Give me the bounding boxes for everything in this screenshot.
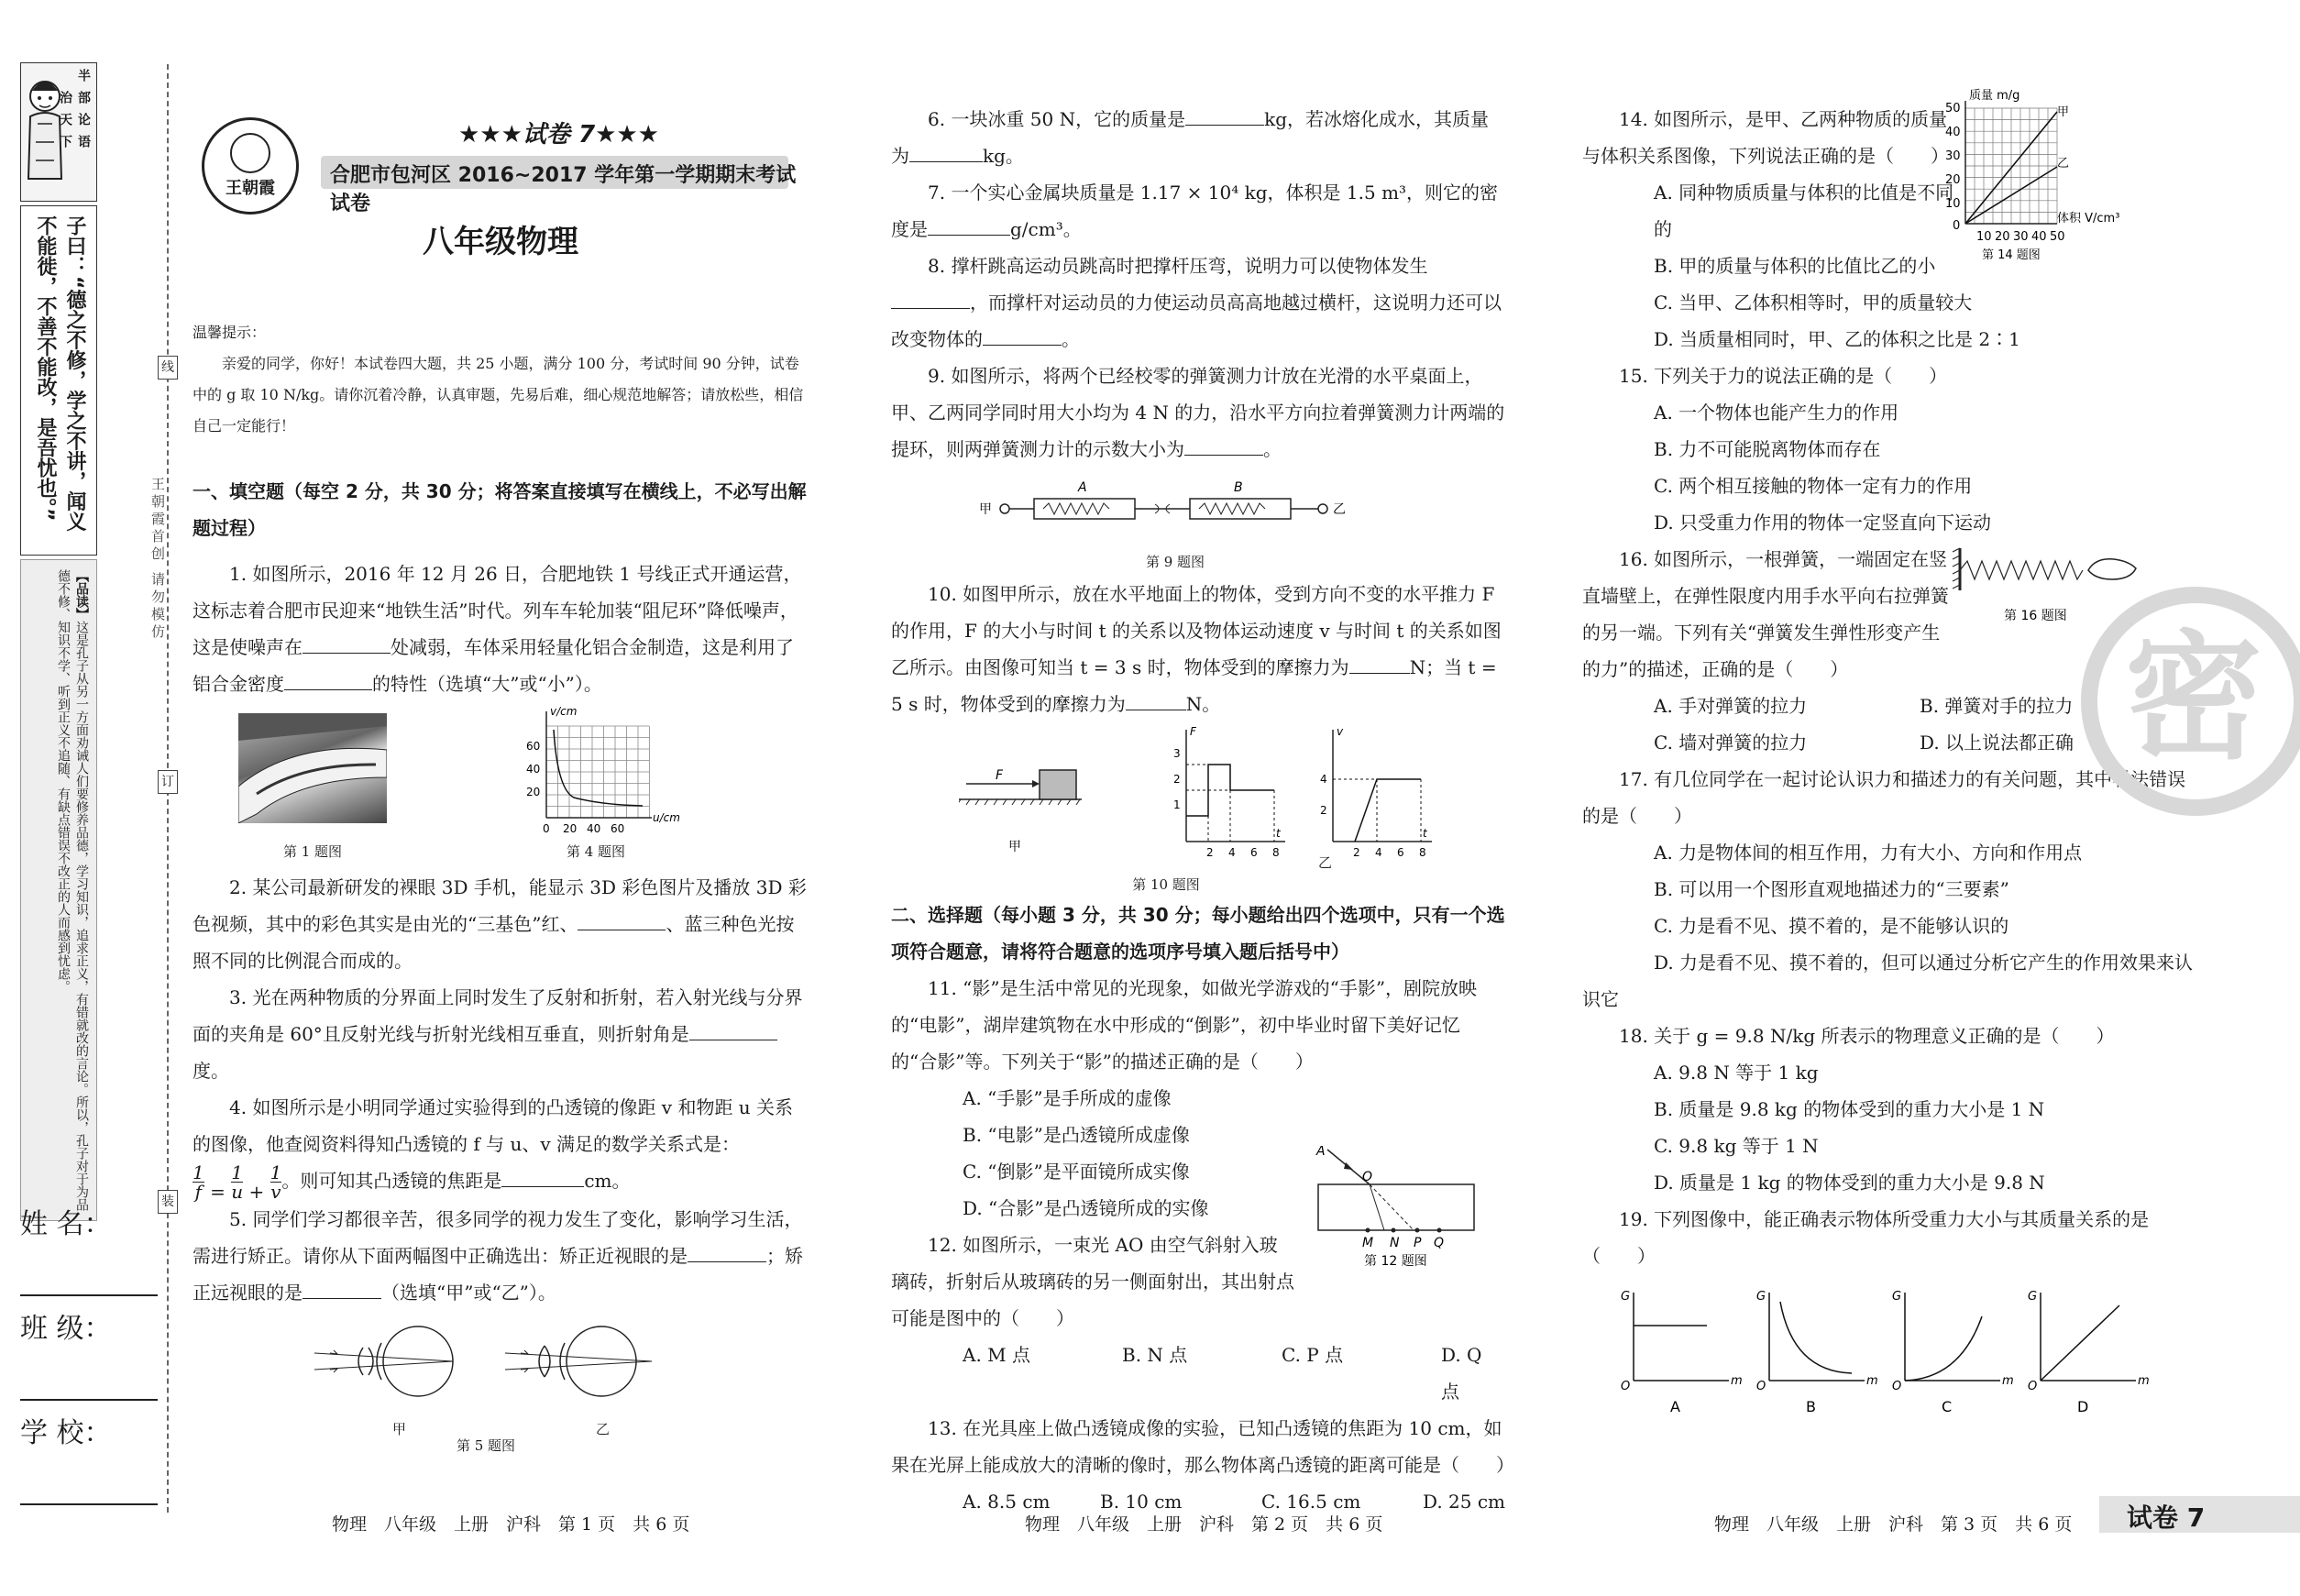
fig10-v-axis: v	[1337, 725, 1344, 738]
fig9-label-yi: 乙	[1333, 502, 1346, 517]
q9-blank[interactable]	[1184, 433, 1263, 456]
q18-option-d[interactable]: D. 质量是 1 kg 的物体受到的重力大小是 9.8 N	[1654, 1172, 2045, 1194]
q18-option-c[interactable]: C. 9.8 kg 等于 1 N	[1654, 1135, 1819, 1157]
column-2	[891, 101, 1514, 1520]
tips-text: 亲爱的同学，你好！本试卷四大题，共 25 小题，满分 100 分，考试时间 90 分钟，试卷中的 g 取 10 N/kg。请你沉着冷静，认真审题，先易后难，细心规范地解答；请放松些，相信自己一定能行！	[193, 355, 804, 435]
q12-option-d[interactable]: D. Q 点	[1441, 1344, 1482, 1403]
graph-curve	[1905, 1316, 1982, 1381]
fig10-label-jia: 甲	[1008, 840, 1021, 854]
eye-diagram-yi	[501, 1320, 656, 1403]
q4-blank[interactable]	[501, 1164, 584, 1187]
banner-text-1: 半部论语	[76, 69, 91, 157]
fig10-f-xtick: 6	[1250, 846, 1258, 859]
q17-option-d[interactable]: D. 力是看不见、摸不着的，但可以通过分析它产生的作用效果来认识它	[1582, 952, 2194, 1010]
fig9-label-a: A	[1078, 480, 1087, 495]
q12-options	[891, 1337, 1505, 1410]
graph-option-label[interactable]: A	[1670, 1398, 1680, 1415]
section-2-heading: 二、选择题（每小题 3 分，共 30 分；每小题给出四个选项中，只有一个选项符合题意，请将符合题意的选项序号填入题后括号中）	[891, 904, 1505, 963]
g-m-graph	[1756, 1290, 1878, 1415]
q8-blank-1[interactable]	[891, 286, 970, 309]
q15-option-d[interactable]: D. 只受重力作用的物体一定竖直向下运动	[1654, 512, 1992, 534]
graph-m-label: m	[1731, 1374, 1743, 1388]
q10-blank-2[interactable]	[1126, 688, 1186, 710]
exam-header	[193, 92, 809, 312]
q13-option-c[interactable]: C. 16.5 cm	[1261, 1491, 1361, 1513]
spring-scales-diagram	[979, 477, 1364, 532]
subject-title: 八年级物理	[423, 224, 578, 260]
graph-g-label: G	[1892, 1290, 1902, 1304]
fig5-caption: 第 5 题图	[456, 1437, 516, 1454]
fig12-label-o: O	[1362, 1170, 1373, 1184]
q16-option-c[interactable]: C. 墙对弹簧的拉力	[1654, 732, 1808, 754]
q16-option-a[interactable]: A. 手对弹簧的拉力	[1654, 695, 1808, 717]
lens-formula: $\frac{1}{f}$ = $\frac{1}{u}$ + $\frac{1}{v}$	[193, 1161, 282, 1203]
fig14-ytick: 20	[1945, 173, 1961, 187]
g-m-graph	[2028, 1290, 2150, 1415]
fig14-ylabel: 质量 m/g	[1969, 89, 2020, 103]
fig14-ytick: 50	[1945, 102, 1961, 116]
fig14-xtick: 50	[2050, 230, 2065, 244]
fig14-xtick: 10	[1976, 230, 1992, 244]
fig10-caption: 第 10 题图	[1132, 876, 1200, 893]
graph-m-label: m	[1866, 1374, 1878, 1388]
q5-blank-1[interactable]	[688, 1239, 766, 1262]
fig10-v-ytick: 4	[1320, 773, 1327, 786]
question-8: 8. 撑杆跳高运动员跳高时把撑杆压弯，说明力可以使物体发生，而撑杆对运动员的力使运动员高高地越过横杆，这说明力还可以改变物体的 。	[891, 255, 1502, 350]
fig14-ytick: 0	[1953, 219, 1961, 233]
graph-origin-label: O	[1892, 1380, 1902, 1393]
question-9: 9. 如图所示，将两个已经校零的弹簧测力计放在光滑的水平桌面上，甲、乙两同学同时用大小均为 4 N 的力，沿水平方向拉着弹簧测力计两端的提环，则两弹簧测力计的示数大小为 。	[891, 365, 1505, 460]
fig10-f-ytick: 2	[1173, 773, 1181, 786]
fig4-grid	[546, 726, 650, 818]
footer-page-2: 物理 八年级 上册 沪科 第 2 页 共 6 页	[1025, 1514, 1383, 1535]
question-12: 12. 如图所示，一束光 AO 由空气斜射入玻璃砖，折射后从玻璃砖的另一侧面射出，其出射点可能是图中的（ ）	[891, 1234, 1294, 1329]
section-1-heading: 一、填空题（每空 2 分，共 30 分；将答案直接填写在横线上，不必写出解题过程）	[193, 480, 807, 539]
fig5-label-yi: 乙	[596, 1421, 611, 1437]
fig4-xtick: 20	[563, 822, 578, 835]
q15-option-b[interactable]: B. 力不可能脱离物体而存在	[1654, 438, 1881, 460]
q14-option-c[interactable]: C. 当甲、乙体积相等时，甲的质量较大	[1654, 292, 1973, 314]
confidential-stamp	[2081, 587, 2300, 816]
fig4-xtick: 40	[587, 822, 601, 835]
fig5-label-jia: 甲	[392, 1421, 407, 1437]
fig12-label-p: P	[1414, 1236, 1422, 1250]
q12-option-a[interactable]: A. M 点	[963, 1344, 1030, 1366]
fig14-ytick: 40	[1945, 126, 1961, 139]
commentary-box	[20, 559, 97, 1221]
fig14-xtick: 20	[1995, 230, 2010, 244]
v-chart-line	[1333, 779, 1421, 842]
question-7: 7. 一个实心金属块质量是 1.17 × 10⁴ kg，体积是 1.5 m³，则它的密度是 g/cm³。	[891, 182, 1499, 240]
g-m-graph	[1621, 1290, 1743, 1415]
q13-option-d[interactable]: D. 25 cm	[1423, 1491, 1506, 1513]
fig10-force-label: F	[996, 768, 1004, 783]
fig14-ytick: 30	[1945, 149, 1961, 163]
fig10-f-xtick: 2	[1206, 846, 1214, 859]
fig5	[193, 1316, 809, 1454]
fig10-f-xtick: 4	[1228, 846, 1236, 859]
q18-option-a[interactable]: A. 9.8 N 等于 1 kg	[1654, 1062, 1819, 1084]
school-label: 学 校：	[20, 1417, 112, 1449]
eye-diagram-jia	[310, 1320, 466, 1403]
q11-option-d[interactable]: D. “合影”是凸透镜所成的实像	[963, 1197, 1209, 1219]
velocity-time-chart	[1313, 722, 1450, 869]
fig4-ytick: 60	[526, 740, 541, 753]
fig12-caption: 第 12 题图	[1364, 1254, 1427, 1269]
fig10	[891, 722, 1505, 893]
student-info	[20, 1192, 158, 1505]
fig10-v-xtick: 6	[1397, 846, 1404, 859]
banner-text-2: 治天下	[58, 91, 72, 157]
metro-train-photo	[238, 713, 387, 823]
q11-option-a[interactable]: A. “手影”是手所成的虚像	[963, 1087, 1172, 1109]
fig9-caption: 第 9 题图	[1145, 554, 1205, 570]
q5-blank-2[interactable]	[303, 1276, 381, 1299]
q16-option-b[interactable]: B. 弹簧对手的拉力	[1920, 695, 2074, 717]
fig10-f-axis: F	[1190, 725, 1196, 738]
confucius-quote: 子曰：“德之不修，学之不讲，闻义不能徙，不善不能改，是吾忧也。”	[34, 215, 86, 532]
class-field[interactable]	[20, 1346, 158, 1401]
seal-char-3: 装	[158, 1190, 178, 1214]
fig10-f-xtick: 8	[1272, 846, 1280, 859]
question-17: 17. 有几位同学在一起讨论认识力和描述力的有关问题，其中看法错误的是（ ）	[1582, 768, 2186, 827]
logo-text: 王朝霞	[226, 179, 275, 198]
fig4-ytick: 40	[526, 763, 541, 776]
fig10-f-ytick: 1	[1173, 798, 1181, 811]
graph-curve	[2041, 1305, 2119, 1381]
graph-origin-label: O	[2028, 1380, 2038, 1393]
fig14-chart	[1929, 84, 2204, 268]
fig14-xlabel: 体积 V/cm³	[2057, 212, 2120, 226]
fig4-caption: 第 4 题图	[566, 843, 626, 860]
name-label: 姓 名：	[20, 1208, 112, 1240]
fig4-ylabel: v/cm	[550, 705, 578, 718]
name-field[interactable]	[20, 1241, 158, 1296]
q10-blank-1[interactable]	[1349, 651, 1410, 674]
fig4-xlabel: u/cm	[653, 811, 680, 824]
q17-option-b[interactable]: B. 可以用一个图形直观地描述力的“三要素”	[1654, 878, 2009, 900]
question-5: 5. 同学们学习都很辛苦，很多同学的视力发生了变化，影响学习生活，需进行矫正。请你从下面两幅图中正确选出：矫正近视眼的是 ；矫正远视眼的是 （选填“甲”或“乙”）。	[193, 1208, 803, 1304]
q13-option-b[interactable]: B. 10 cm	[1100, 1491, 1183, 1513]
question-6: 6. 一块冰重 50 N，它的质量是 kg，若冰熔化成水，其质量为 kg。	[891, 101, 1505, 174]
q15-option-a[interactable]: A. 一个物体也能产生力的作用	[1654, 402, 1899, 424]
q14-option-d[interactable]: D. 当质量相同时，甲、乙的体积之比是 2∶1	[1654, 328, 2020, 350]
q1-blank-2[interactable]	[284, 667, 372, 690]
graph-option-label[interactable]: B	[1806, 1398, 1816, 1415]
q3-blank[interactable]	[689, 1018, 777, 1040]
graph-origin-label: O	[1621, 1380, 1631, 1393]
sidebar-banner	[20, 62, 97, 202]
f-chart-steps	[1186, 765, 1274, 842]
question-11: 11. “影”是生活中常见的光现象，如做光学游戏的“手影”，剧院放映的“电影”，湖岸建筑物在水中形成的“倒影”，初中毕业时留下美好记忆的“合影”等。下列关于“影”的描述正确的是（ ）	[891, 977, 1478, 1073]
q6-blank-2[interactable]	[909, 139, 983, 162]
q12-option-b[interactable]: B. N 点	[1122, 1344, 1188, 1366]
question-3: 3. 光在两种物质的分界面上同时发生了反射和折射，若入射光线与分界面的夹角是 60°且反射光线与折射光线相互垂直，则折射角是度。	[193, 986, 803, 1082]
question-14-block	[1582, 89, 2196, 262]
fig10-t-axis: t	[1276, 827, 1281, 840]
force-time-chart	[1166, 722, 1294, 869]
fig10-v-xtick: 2	[1353, 846, 1360, 859]
figures-1-4	[193, 705, 809, 864]
q1-blank-1[interactable]	[303, 631, 391, 654]
fig14-caption: 第 14 题图	[1982, 248, 2041, 262]
fig10-v-xtick: 4	[1375, 846, 1382, 859]
graph-m-label: m	[2002, 1374, 2014, 1388]
question-16: 16. 如图所示，一根弹簧，一端固定在竖直墙壁上，在弹性限度内用手水平向右拉弹簧的另一端。下列有关“弹簧发生弹性形变产生的力”的描述，正确的是（ ）	[1582, 548, 1949, 680]
fig14-xtick: 30	[2013, 230, 2029, 244]
question-2: 2. 某公司最新研发的裸眼 3D 手机，能显示 3D 彩色图片及播放 3D 彩色视频，其中的彩色其实是由光的“三基色”红、 、蓝三种色光按照不同的比例混合而成的。	[193, 876, 807, 972]
tips-label: 温馨提示：	[193, 324, 267, 341]
q11-option-c[interactable]: C. “倒影”是平面镜所成实像	[963, 1161, 1190, 1183]
block-push-diagram	[959, 754, 1087, 854]
fig4-curve	[554, 730, 643, 806]
question-14: 14. 如图所示，是甲、乙两种物质的质量与体积关系图像，下列说法正确的是（ ）	[1582, 108, 1949, 167]
question-13: 13. 在光具座上做凸透镜成像的实验，已知凸透镜的焦距为 10 cm，如果在光屏上能成放大的清晰的像时，那么物体离凸透镜的距离可能是（ ）	[891, 1417, 1514, 1476]
graph-g-label: G	[2028, 1290, 2038, 1304]
paper-tag: ★★★试卷 7★★★	[458, 121, 659, 149]
fig10-f-ytick: 3	[1173, 747, 1181, 760]
graph-option-label[interactable]: C	[1942, 1398, 1953, 1415]
q14-option-b[interactable]: B. 甲的质量与体积的比值比乙的小	[1654, 255, 1936, 277]
seal-char-1: 线	[158, 356, 178, 380]
graph-curve	[1780, 1302, 1852, 1373]
fig12-glass-block	[1315, 1146, 1498, 1293]
fig19-svg	[1582, 1278, 2196, 1415]
watermark-text: 王朝霞首创 请勿模仿	[149, 477, 166, 642]
stamp-char: 密	[2125, 619, 2263, 778]
question-19: 19. 下列图像中，能正确表示物体所受重力大小与其质量关系的是（ ）	[1582, 1208, 2150, 1267]
corner-tag: 试卷 7	[2127, 1502, 2206, 1533]
fig4-ytick: 20	[526, 786, 541, 798]
fig4-xtick: 0	[543, 822, 550, 835]
question-15: 15. 下列关于力的说法正确的是（ ）	[1619, 365, 1948, 387]
question-18: 18. 关于 g = 9.8 N/kg 所表示的物理意义正确的是（ ）	[1619, 1025, 2115, 1047]
binding-strip	[20, 62, 95, 1211]
graph-g-label: G	[1621, 1290, 1631, 1304]
fig10-v-xtick: 8	[1419, 846, 1426, 859]
fig4-chart	[519, 702, 684, 840]
exam-title: 合肥市包河区 2016~2017 学年第一学期期末考试试卷	[330, 164, 797, 215]
fig14-series-jia: 甲	[2057, 105, 2070, 119]
fig14-series-yi: 乙	[2057, 157, 2070, 171]
fig9	[891, 468, 1505, 576]
fig1-caption: 第 1 题图	[282, 843, 343, 860]
q6-blank-1[interactable]	[1185, 103, 1264, 126]
seal-char-2: 订	[158, 770, 178, 794]
q14-option-a[interactable]: A. 同种物质质量与体积的比值是不同的	[1654, 182, 1954, 240]
fig16-caption: 第 16 题图	[2004, 609, 2067, 623]
q15-option-c[interactable]: C. 两个相互接触的物体一定有力的作用	[1654, 475, 1973, 497]
hand-icon	[2088, 559, 2136, 579]
fig12-label-m: M	[1362, 1236, 1374, 1250]
fig14-xtick: 40	[2031, 230, 2047, 244]
fig9-label-b: B	[1234, 480, 1243, 495]
column-1	[193, 92, 809, 1454]
q12-option-c[interactable]: C. P 点	[1282, 1344, 1344, 1366]
v-line	[1355, 779, 1421, 842]
q8-blank-2[interactable]	[983, 323, 1062, 346]
question-4: 4. 如图所示是小明同学通过实验得到的凸透镜的像距 v 和物距 u 关系的图像，他查阅资料得知凸透镜的 f 与 u、v 满足的数学关系式是： $\frac{1}{f}$ = $\frac{1}{u}$ + $\frac{1}{v}$ 。则可知其凸透镜的焦距是 cm。	[193, 1096, 794, 1203]
q7-blank[interactable]	[928, 213, 1010, 236]
logo-face-icon	[230, 133, 270, 173]
graph-m-label: m	[2138, 1374, 2150, 1388]
q16-option-d[interactable]: D. 以上说法都正确	[1920, 732, 2074, 754]
graph-option-label[interactable]: D	[2077, 1398, 2089, 1415]
question-1: 1. 如图所示，2016 年 12 月 26 日，合肥地铁 1 号线正式开通运营，这标志着合肥市民迎来“地铁生活”时代。列车车轮加装“阻尼环”降低噪声，这是使噪声在 处减弱，车体采用轻量化铝合金制造，这是利用了铝合金密度 的特性（选填“大”或“小”）。	[193, 563, 802, 695]
school-field[interactable]	[20, 1450, 158, 1505]
q17-option-c[interactable]: C. 力是看不见、摸不着的，是不能够认识的	[1654, 915, 2009, 937]
footer-page-1: 物理 八年级 上册 沪科 第 1 页 共 6 页	[332, 1514, 690, 1535]
q2-blank[interactable]	[578, 908, 666, 930]
fig9-label-jia: 甲	[979, 502, 992, 517]
fig14-ytick: 10	[1945, 197, 1961, 211]
class-label: 班 级：	[20, 1313, 112, 1345]
footer-page-3: 物理 八年级 上册 沪科 第 3 页 共 6 页	[1714, 1514, 2073, 1535]
fig10-label-yi: 乙	[1318, 854, 1333, 871]
fig19-graphs	[1582, 1278, 2196, 1415]
q18-option-b[interactable]: B. 质量是 9.8 kg 的物体受到的重力大小是 1 N	[1654, 1098, 2045, 1120]
commentary-text: 这是孔子从另一方面劝诫人们要修养品德，学习知识，追求正义，有错就改的言论。所以，孔子对于为品德不修、知识不学、听到正义不追随、有缺点错误不改正的人而感到忧虑。	[56, 569, 89, 1211]
fig12-label-a: A	[1316, 1146, 1326, 1159]
g-m-graph	[1892, 1290, 2014, 1415]
graph-g-label: G	[1756, 1290, 1766, 1304]
fig12-label-n: N	[1390, 1236, 1400, 1250]
graph-origin-label: O	[1756, 1380, 1766, 1393]
q11-option-b[interactable]: B. “电影”是凸透镜所成虚像	[963, 1124, 1190, 1146]
fig10-t-axis-2: t	[1423, 827, 1427, 840]
q13-option-a[interactable]: A. 8.5 cm	[963, 1491, 1051, 1513]
fig10-v-ytick: 2	[1320, 804, 1327, 817]
quote-box	[20, 205, 97, 556]
q17-option-a[interactable]: A. 力是物体间的相互作用，力有大小、方向和作用点	[1654, 842, 2083, 864]
question-10: 10. 如图甲所示，放在水平地面上的物体，受到方向不变的水平推力 F 的作用，F 的大小与时间 t 的关系以及物体运动速度 v 与时间 t 的关系如图乙所示。由图像可知当 t = 3 s 时，物体受到的摩擦力为 N；当 t = 5 s 时，物体受到的摩擦力为 N。	[891, 583, 1502, 715]
fig4-xtick: 60	[611, 822, 625, 835]
brand-logo	[202, 117, 299, 215]
fig12-label-q: Q	[1434, 1236, 1445, 1250]
commentary-label: 【品读】	[74, 569, 89, 621]
